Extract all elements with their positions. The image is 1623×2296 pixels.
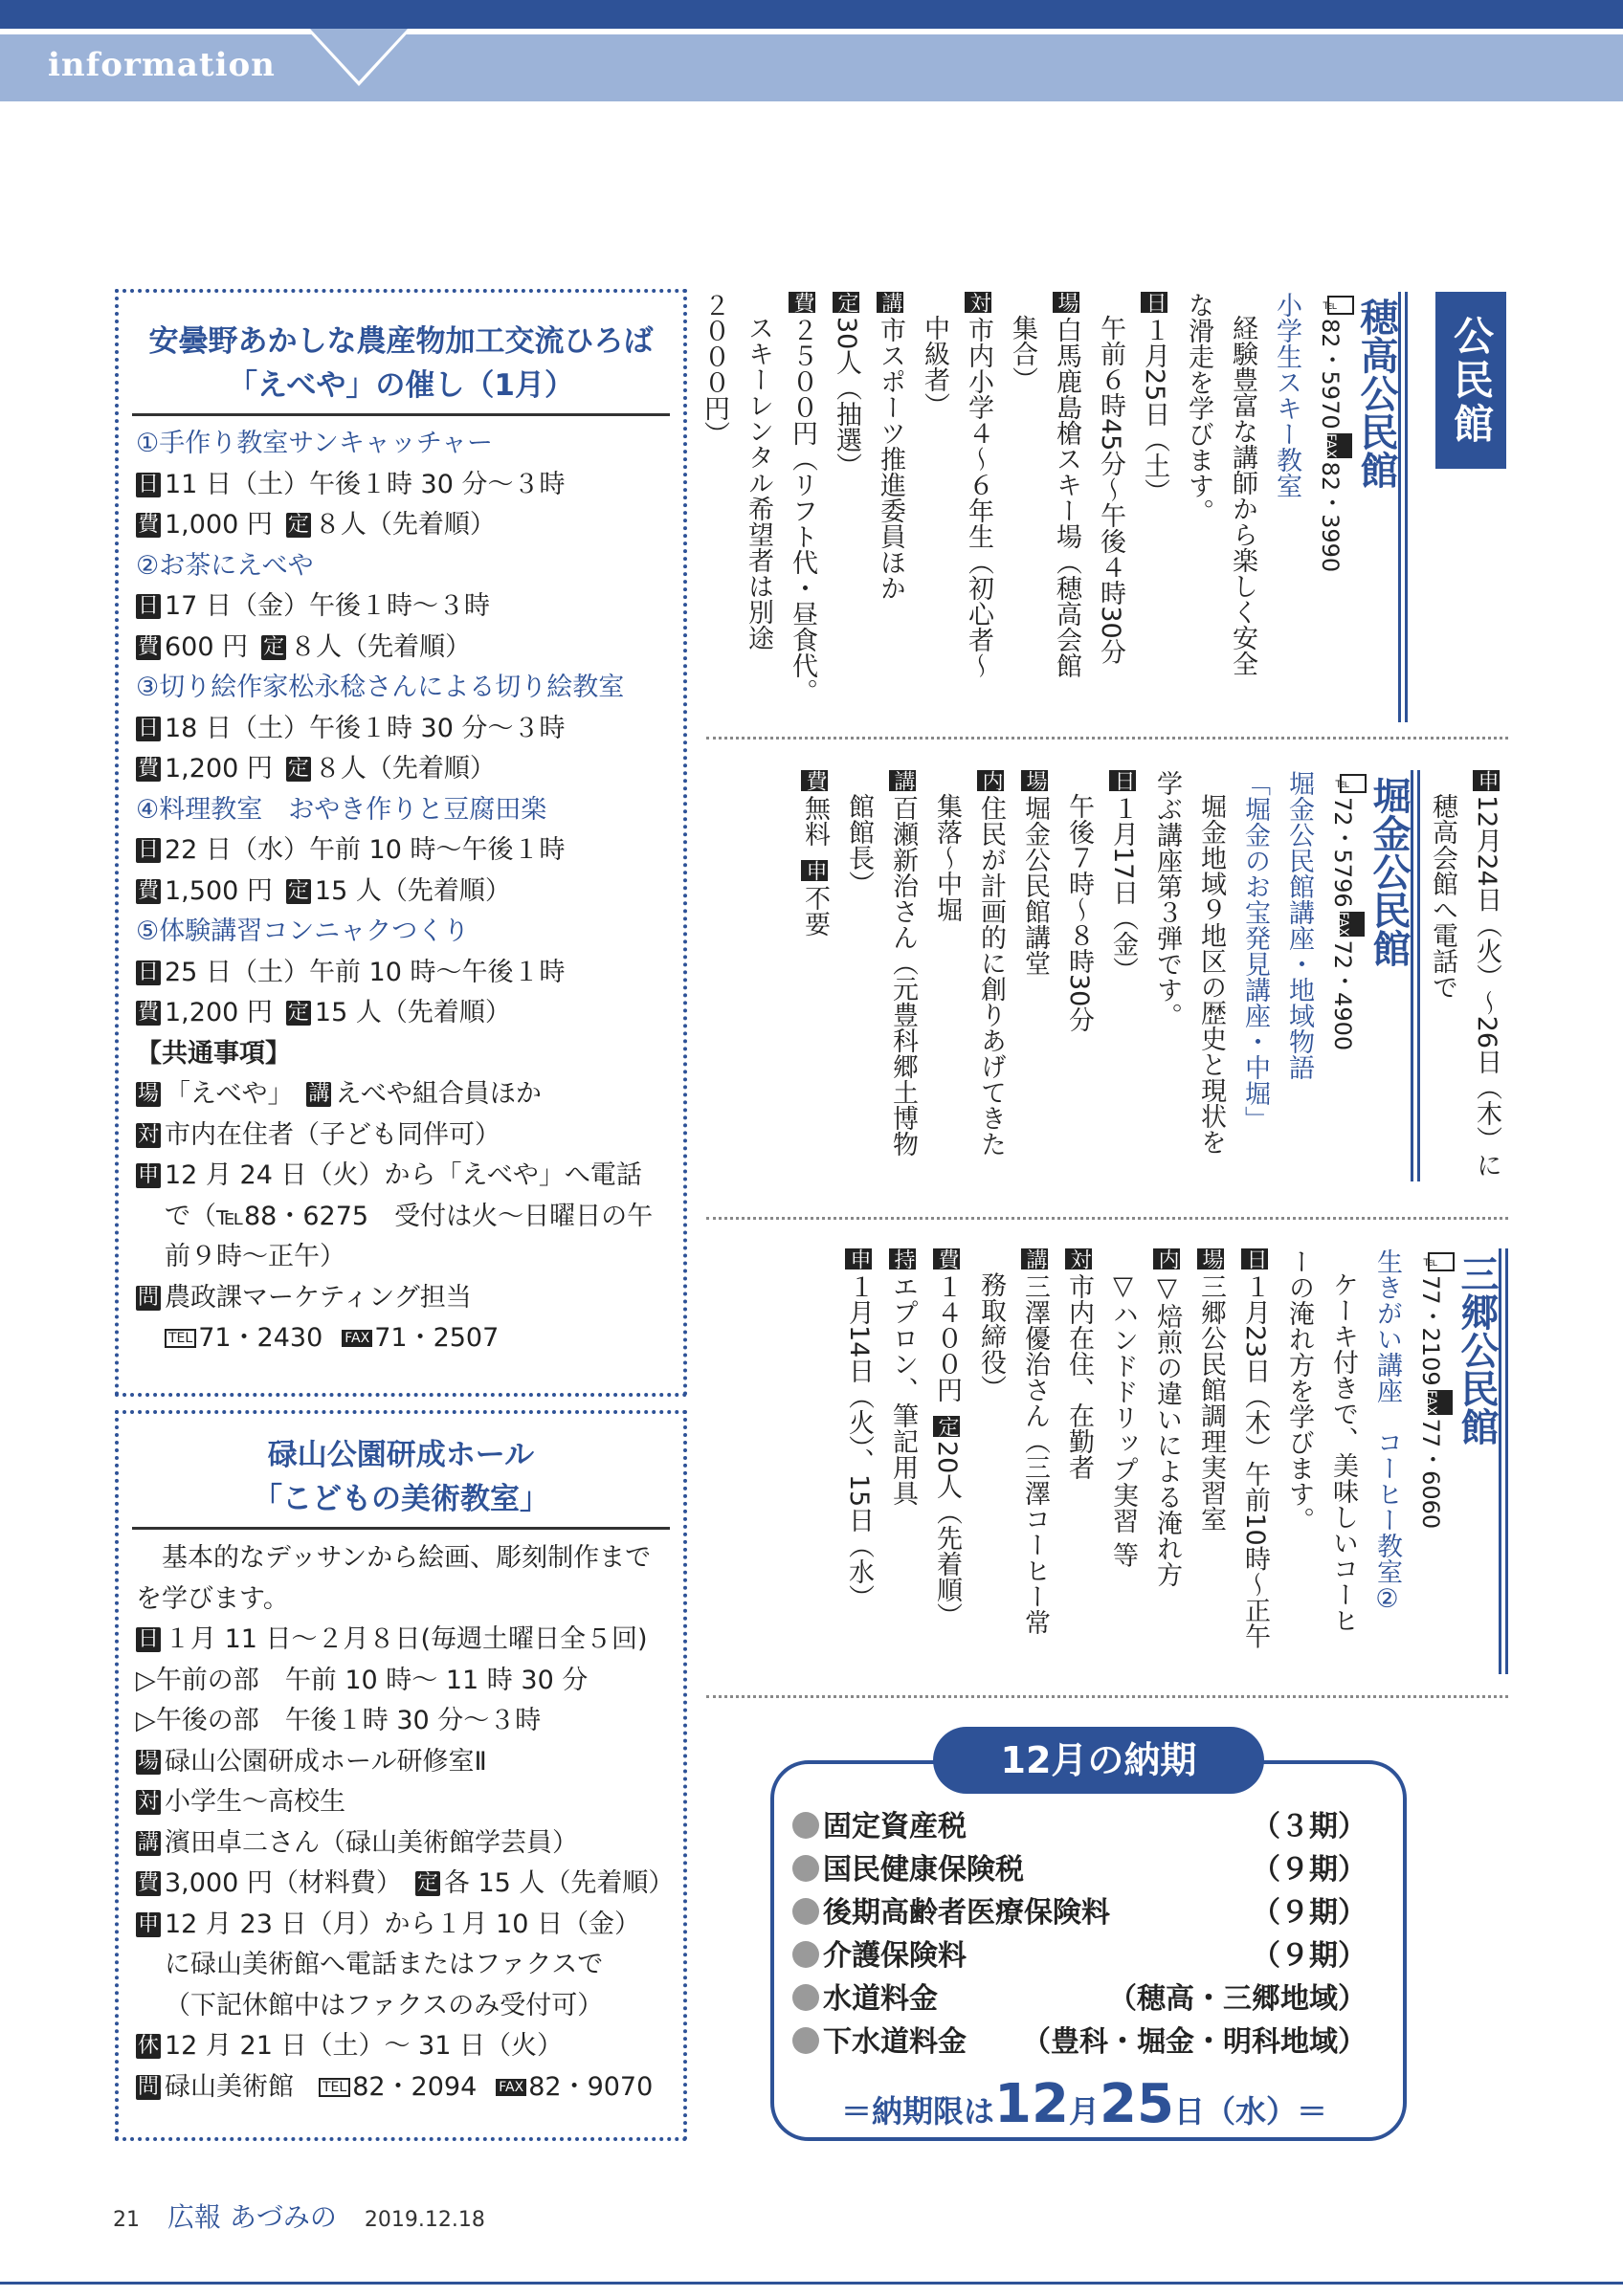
hall-name: 堀金公民館 [1367,770,1420,1181]
kodomo-title-2: 「こどもの美術教室」 [253,1482,549,1516]
label-icon: 費 [935,1248,959,1269]
line-text-2: 15 人（先着順） [314,998,511,1027]
course-title: 堀金公民館講座・地域物語 [1284,770,1314,1080]
label-icon: 定 [263,634,285,659]
line-text: ▷午後の部 午後１時 30 分～３時 [136,1706,542,1735]
payment-deadline [792,2073,1376,2140]
label-icon: 休 [137,2034,159,2058]
line-text: 22 日（水）午前 10 時～午後１時 [165,835,566,865]
vertical-line [836,770,880,1181]
course-title: 小学生スキー教室 [1272,292,1301,498]
phone-icon: TEL [319,2078,350,2097]
line-text: 1,000 円 [165,510,273,540]
line-text: 三澤優治さん（三澤コーヒー常 [1020,1273,1050,1635]
line-text-2: 不要 [800,885,830,937]
label-icon: 問 [137,1285,159,1310]
vertical-line [1277,1248,1321,1674]
kodomo-body [119,1620,683,2108]
vertical-line [1012,770,1056,1181]
line-text: １月23日（木）午前10時～正午 [1240,1273,1270,1649]
payment-item [792,1935,1367,1977]
payment-period: （穂高・三郷地域） [1108,1982,1367,2016]
label-icon: 申 [137,1911,159,1936]
line-text: 集落～中堀 [932,793,962,922]
info-line [119,872,683,913]
line-text: 碌山美術館 [165,2071,294,2102]
line-text: 12 月 24 日（火）から「えべや」へ電話 [165,1160,642,1190]
info-line [119,668,683,709]
fax-number: 71・2507 [374,1323,500,1353]
info-line [119,830,683,872]
label-icon: 場 [1199,1248,1223,1269]
vertical-line [1056,1248,1101,1674]
ebeya-title-1: 安曇野あかしな農産物加工交流ひろば [148,324,654,359]
label-icon: 定 [287,878,309,903]
payment-title: 12月の納期 [933,1727,1264,1794]
label-icon: 講 [891,770,915,791]
label-icon: 日 [137,716,159,740]
line-text: 碌山公園研成ホール研修室Ⅱ [165,1746,487,1777]
label-icon: 費 [137,1001,159,1025]
info-line [119,546,683,587]
info-line [119,1197,683,1238]
label-icon: 費 [137,634,159,659]
vertical-line [1056,770,1101,1181]
kodomo-title-1: 碌山公園研成ホール [267,1438,535,1472]
info-line [119,709,683,750]
line-text: 市内小学４～６年生（初心者～ [964,317,993,678]
vertical-line [792,770,836,1181]
payment-name: 下水道料金 [823,2025,967,2059]
label-icon: 費 [137,757,159,781]
vertical-line [924,1248,968,1674]
payment-item [792,1892,1367,1934]
line-text: 600 円 [165,631,249,662]
vertical-line [1145,1248,1189,1674]
line-text: 堀金公民館講堂 [1020,795,1050,976]
vertical-line [880,770,924,1181]
course-title: 生きがい講座 コーヒー教室② [1372,1248,1402,1614]
label-icon: 内 [979,770,1003,791]
vertical-line [692,292,736,722]
label-icon: 申 [847,1248,871,1269]
line-text: な滑走を学びます。 [1184,292,1213,524]
info-line [119,1156,683,1197]
label-icon: 講 [308,1082,330,1106]
info-line [119,1115,683,1157]
horigane-section [792,770,1508,1181]
vertical-line [1132,292,1176,722]
misato-section [836,1248,1508,1674]
payment-item [792,2021,1367,2064]
vertical-line [1176,292,1220,722]
hall-contact [1321,770,1367,1181]
line-text: 前９時～正午） [165,1242,345,1271]
line-text: 1,200 円 [165,998,273,1027]
line-text: 18 日（土）午後１時 30 分～３時 [165,713,566,743]
line-text: 午後７時～８時30分 [1064,793,1094,1033]
line-text: 務取締役） [976,1271,1006,1401]
label-icon: 申 [803,860,827,881]
info-line [119,749,683,790]
info-line [119,628,683,669]
issue-date: 2019.12.18 [364,2208,485,2232]
payment-period: （９期） [1252,1853,1367,1887]
label-icon: 定 [935,1416,959,1437]
hotaka-section [692,292,1408,722]
line-text: 白馬鹿島槍スキー場（穂高会館 [1052,317,1081,678]
line-text: エプロン、筆記用具 [888,1273,918,1506]
hall-contact [1308,292,1354,722]
info-line [119,465,683,506]
phone-number: 72・5796 [1329,797,1356,908]
vertical-line [1321,1248,1365,1674]
payment-name: 固定資産税 [823,1810,967,1843]
top-rule [0,0,1623,29]
fax-icon: FAX [342,1330,372,1347]
fax-icon: FAX [496,2079,526,2096]
line-text: （下記休館中はファクスのみ受付可） [165,1990,604,2020]
vertical-line [1189,770,1233,1181]
info-line [119,1986,683,2027]
vertical-line [968,1248,1012,1674]
deadline-suffix: 日（水）＝ [1173,2093,1327,2130]
label-icon: 定 [287,1001,309,1025]
fax-number: 77・6060 [1417,1418,1444,1530]
payment-period: （９期） [1252,1896,1367,1930]
ebeya-box [115,289,687,1397]
info-line [119,1945,683,1986]
vertical-line [824,292,868,722]
label-icon: 申 [137,1163,159,1187]
ebeya-body [119,424,683,1359]
line-text: ーの淹れ方を学びます。 [1284,1248,1314,1533]
hall-name: 穂高公民館 [1354,292,1408,722]
label-icon: 問 [137,2074,159,2099]
kodomo-title-rule [132,1527,670,1530]
line-text: １月17日（金） [1108,795,1138,983]
hall-contact [1409,1248,1455,1674]
info-line [119,424,683,465]
vertical-line [1000,292,1044,722]
label-icon: 費 [803,770,827,791]
line-text-2: ８人（先着順） [314,754,496,784]
payment-item [792,1978,1367,2020]
label-icon: 場 [137,1749,159,1774]
payment-name: 水道料金 [823,1982,938,2016]
fax-icon: FAX [1340,912,1365,937]
line-text: 住民が計画的に創りあげてきた [976,795,1006,1157]
deadline-day: 25 [1100,2073,1174,2135]
line-text: ⑤体験講習コンニャクつくり [136,916,470,946]
line-text-2: 15 人（先着順） [314,875,511,906]
phone-number: 71・2430 [198,1323,323,1353]
line-text: １月14日（火）、15日（水） [844,1273,874,1611]
label-icon: 内 [1155,1248,1179,1269]
vertical-line [1220,292,1264,722]
magazine-name: 広報 あづみの [167,2201,337,2233]
line-text: 11 日（土）午後１時 30 分～３時 [165,469,566,499]
bullet-icon [792,2027,819,2054]
vertical-line [968,770,1012,1181]
line-text-2: ８人（先着順） [314,510,496,540]
line-text: 中級者） [920,315,949,418]
kodomo-box [115,1410,687,2141]
label-icon: 対 [1067,1248,1091,1269]
line-text: ①手作り教室サンキャッチャー [136,429,494,458]
line-text: 「えべや」 [165,1079,294,1109]
info-line [119,1905,683,1946]
label-icon: 日 [137,594,159,618]
vertical-line [868,292,912,722]
label-icon: 持 [891,1248,915,1269]
label-icon: 対 [137,1790,159,1814]
label-icon: 定 [287,757,309,781]
label-icon: 費 [137,1871,159,1895]
vertical-line [736,292,780,722]
vertical-line [1012,1248,1056,1674]
vertical-line [1464,770,1508,1181]
vertical-line [1189,1248,1233,1674]
line-text: 無料 [800,795,830,847]
info-line [119,1701,683,1742]
fax-number: 82・9070 [528,2071,654,2102]
label-icon: 定 [834,292,858,313]
label-icon: 講 [137,1830,159,1855]
line-text: ③切り絵作家松永稔さんによる切り絵教室 [136,673,625,702]
line-text: 館館長） [844,793,874,896]
phone-number: 82・5970 [1317,319,1344,430]
label-icon: 日 [137,838,159,862]
line-text: 25 日（土）午前 10 時～午後１時 [165,957,566,987]
label-icon: 対 [137,1122,159,1147]
ebeya-title-2: 「えべや」の催し（1月） [228,368,574,403]
line-text: 百瀬新治さん（元豊科郷土博物 [888,795,918,1157]
line-text: 学ぶ講座第３弾です。 [1152,770,1182,1028]
line-text: 12 月 23 日（月）から１月 10 日（金） [165,1909,640,1939]
phone-number: 77・2109 [1417,1275,1444,1386]
info-line [119,1620,683,1661]
fax-icon: FAX [1327,433,1352,458]
line-text: 【共通事項】 [136,1038,291,1069]
bullet-icon [792,1941,819,1968]
line-text-2: 各 15 人（先着順） [443,1868,675,1898]
vertical-line [880,1248,924,1674]
header-label: information [48,46,276,84]
info-line [119,1034,683,1075]
line-text: 市スポーツ推進委員ほか [876,317,905,601]
phone-icon: ℡ [1327,296,1354,315]
line-text: 17 日（金）午後１時～３時 [165,591,490,621]
line-text: 穂高会館へ電話で [1428,793,1457,1000]
info-header-band [0,34,1623,101]
ebeya-title-rule [132,413,670,416]
line-text: ２０００円） [700,292,729,447]
line-text: 集合） [1008,315,1037,392]
line-text: ケーキ付きで、美味しいコーヒ [1328,1271,1358,1633]
line-text: 市内在住、在勤者 [1064,1273,1094,1480]
line-text: 農政課マーケティング担当 [165,1282,472,1313]
vertical-line [1420,770,1464,1181]
label-icon: 日 [137,1627,159,1651]
info-line [119,1661,683,1702]
line-text: 市内在住者（子ども同伴可） [165,1119,500,1150]
vertical-line [924,770,968,1181]
label-icon: 対 [967,292,990,313]
label-icon: 費 [790,292,814,313]
vertical-line [956,292,1000,722]
vertical-line [1088,292,1132,722]
payment-name: 国民健康保険税 [823,1853,1024,1887]
fax-number: 72・4900 [1329,939,1356,1051]
info-line [119,586,683,628]
line-text: 12月24日（火）～26日（木）に [1472,795,1501,1179]
kodomo-intro: 基本的なデッサンから絵画、彫刻制作までを学びます。 [136,1543,652,1614]
footer [113,2197,485,2235]
info-line [119,912,683,953]
page-number: 21 [113,2208,140,2232]
line-text: で（℡88・6275 受付は火～日曜日の午 [165,1201,654,1231]
label-icon: 場 [1023,770,1047,791]
info-line [119,1074,683,1115]
label-icon: 講 [878,292,902,313]
info-line [119,505,683,546]
phone-number: 82・2094 [352,2071,478,2102]
bullet-icon [792,1898,819,1925]
info-line [119,2026,683,2067]
payment-period: （３期） [1252,1810,1367,1843]
vertical-line [780,292,824,722]
bullet-icon [792,1855,819,1882]
line-text: １月 11 日～２月８日(毎週土曜日全５回) [165,1624,648,1654]
label-icon: 日 [1243,1248,1267,1269]
label-icon: 申 [1475,770,1499,791]
phone-icon: TEL [165,1329,196,1348]
fax-number: 82・3990 [1317,461,1344,573]
vertical-line [912,292,956,722]
label-icon: 定 [416,1871,438,1895]
info-line [119,1278,683,1319]
info-line [119,1864,683,1905]
info-line [119,993,683,1034]
line-text-2: ８人（先着順） [290,631,472,662]
line-text: スキーレンタル希望者は別途 [744,315,773,651]
course-subtitle: 「堀金のお宝発見講座・中堀」 [1240,770,1270,1132]
vertical-line [1145,770,1189,1181]
line-text: １月25日（土） [1140,317,1169,505]
info-line [119,953,683,994]
info-line [119,2067,683,2108]
label-icon: 日 [1111,770,1135,791]
line-text: 12 月 21 日（土）～ 31 日（火） [165,2031,563,2061]
line-text: 午前６時45分～午後４時30分 [1096,315,1125,665]
label-icon: 費 [137,878,159,903]
phone-icon: ℡ [1340,774,1367,793]
line-text: 1,500 円 [165,875,273,906]
label-icon: 日 [1143,292,1167,313]
divider-2 [706,1217,1508,1220]
label-icon: 定 [287,513,309,537]
line-text: ２５００円（リフト代・昼食代。 [788,317,817,704]
label-icon: 費 [137,513,159,537]
deadline-prefix: ＝納期限は [841,2093,995,2130]
vertical-line [1101,1248,1145,1674]
line-text: に碌山美術館へ電話またはファクスで [165,1950,604,1979]
phone-icon: ℡ [1428,1252,1455,1271]
vertical-line [1101,770,1145,1181]
divider-1 [706,737,1508,740]
payment-period: （９期） [1252,1939,1367,1973]
vertical-line [836,1248,880,1674]
bottom-rule [0,2282,1623,2285]
info-line [119,790,683,831]
line-text: ②お茶にえべや [136,550,314,581]
line-text: ▽焙煎の違いによる淹れ方 [1152,1273,1182,1587]
fax-icon: FAX [1428,1390,1453,1415]
line-text: 堀金地域９地区の歴史と現状を [1196,793,1226,1155]
label-icon: 場 [1055,292,1078,313]
line-text: ▷午前の部 午前 10 時～ 11 時 30 分 [136,1665,589,1695]
deadline-month: 12 [994,2073,1069,2135]
header-notch-inner [310,29,408,81]
hall-name: 三郷公民館 [1455,1248,1508,1674]
label-icon: 日 [137,960,159,984]
payment-period: （豊科・堀金・明科地域） [1022,2025,1367,2059]
vertical-line [1044,292,1088,722]
line-text: ▽ハンドドリップ実習 等 [1108,1271,1138,1568]
line-text: 小学生～高校生 [165,1787,345,1817]
bullet-icon [792,1812,819,1839]
label-icon: 場 [137,1082,159,1106]
info-line [119,1742,683,1783]
payment-name: 介護保険料 [823,1939,967,1973]
label-icon: 日 [137,472,159,497]
payment-item [792,1849,1367,1891]
divider-3 [706,1695,1508,1698]
info-line [119,1318,683,1359]
label-icon: 講 [1023,1248,1047,1269]
line-text: 濱田卓二さん（碌山美術館学芸員） [165,1827,578,1858]
info-line [119,1782,683,1823]
deadline-month-unit: 月 [1068,2093,1100,2130]
info-line [119,1823,683,1865]
line-text: 1,200 円 [165,754,273,784]
info-line [119,1237,683,1278]
payment-name: 後期高齢者医療保険料 [823,1896,1110,1930]
line-text-2: えべや組合員ほか [335,1079,542,1109]
payment-item [792,1806,1367,1848]
line-text: 経験豊富な講師から楽しく安全 [1228,315,1257,676]
line-text: １４００円 [932,1273,962,1402]
line-text: 三郷公民館調理実習室 [1196,1273,1226,1532]
line-text-2: 20人（先着順） [932,1441,962,1629]
line-text: 30人（抽選） [832,317,861,479]
line-text: ④料理教室 おやき作りと豆腐田楽 [136,794,547,825]
vertical-line [1233,1248,1277,1674]
kominkan-label: 公民館 [1435,292,1506,469]
bullet-icon [792,1984,819,2011]
line-text: 3,000 円（材料費） [165,1868,402,1898]
